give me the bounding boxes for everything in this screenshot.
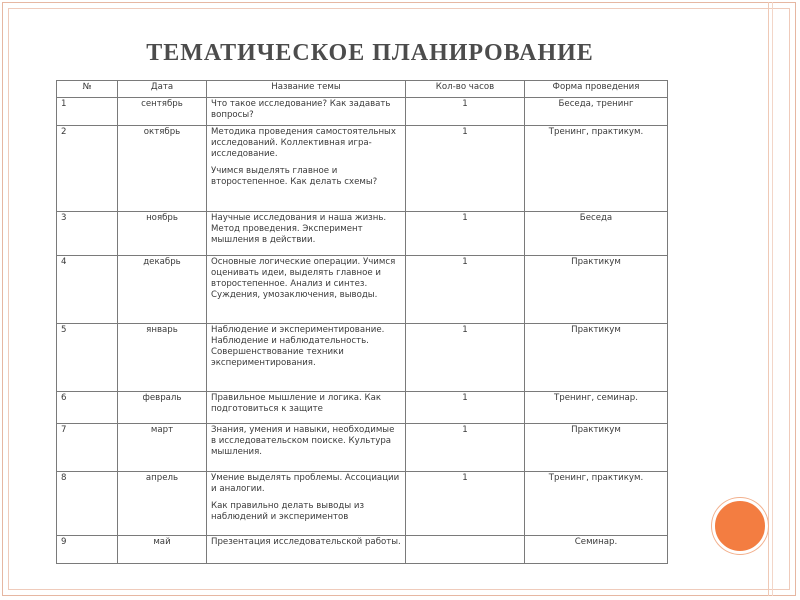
- topic-text: Как правильно делать выводы из наблюдений и экспериментов: [211, 501, 365, 522]
- row-hours: 1: [406, 126, 525, 212]
- row-topic: [207, 324, 406, 392]
- decorative-vertical-line: [768, 2, 769, 596]
- topic-text: Научные исследования и наша жизнь. Метод проведения. Эксперимент мышления в действии.: [211, 213, 387, 245]
- row-topic: [207, 256, 406, 324]
- row-number: 2: [57, 126, 118, 212]
- header-form: Форма проведения: [525, 81, 668, 98]
- decorative-vertical-line-2: [772, 2, 773, 596]
- row-number: 6: [57, 392, 118, 424]
- header-date: Дата: [118, 81, 207, 98]
- planning-table: [56, 80, 668, 564]
- topic-text: Методика проведения самостоятельных исследований. Коллективная игра-исследование.: [211, 127, 396, 159]
- topic-text: Знания, умения и навыки, необходимые в исследовательском поиске. Культура мышления.: [211, 425, 395, 457]
- row-month: март: [118, 424, 207, 472]
- row-form: Семинар.: [525, 536, 668, 564]
- table-row: [57, 324, 668, 392]
- table-row: [57, 126, 668, 212]
- row-form: Практикум: [525, 424, 668, 472]
- header-number: №: [57, 81, 118, 98]
- topic-text: Презентация исследовательской работы.: [211, 537, 401, 547]
- row-topic: [207, 472, 406, 536]
- row-topic: [207, 536, 406, 564]
- table-row: [57, 536, 668, 564]
- row-hours: 1: [406, 256, 525, 324]
- topic-text: Что такое исследование? Как задавать вопросы?: [211, 99, 391, 120]
- table-row: [57, 472, 668, 536]
- row-topic: [207, 392, 406, 424]
- row-hours: 1: [406, 392, 525, 424]
- table-row: [57, 392, 668, 424]
- table-row: [57, 98, 668, 126]
- table-row: [57, 424, 668, 472]
- page-title: ТЕМАТИЧЕСКОЕ ПЛАНИРОВАНИЕ: [146, 40, 594, 66]
- row-hours: 1: [406, 424, 525, 472]
- row-form: Тренинг, семинар.: [525, 392, 668, 424]
- row-number: 1: [57, 98, 118, 126]
- topic-text: Правильное мышление и логика. Как подготовиться к защите: [211, 393, 382, 414]
- topic-text: Основные логические операции. Учимся оценивать идеи, выделять главное и второстепенное. Анализ и синтез. Суждения, умозаключения, выводы.: [211, 257, 396, 300]
- row-month: апрель: [118, 472, 207, 536]
- row-form: Практикум: [525, 256, 668, 324]
- topic-text: Учимся выделять главное и второстепенное. Как делать схемы?: [211, 166, 378, 187]
- row-number: 4: [57, 256, 118, 324]
- row-form: Тренинг, практикум.: [525, 472, 668, 536]
- row-form: Тренинг, практикум.: [525, 126, 668, 212]
- row-topic: [207, 212, 406, 256]
- row-number: 3: [57, 212, 118, 256]
- row-hours: 1: [406, 98, 525, 126]
- row-number: 8: [57, 472, 118, 536]
- topic-text: Умение выделять проблемы. Ассоциации и аналогии.: [211, 473, 400, 494]
- row-month: январь: [118, 324, 207, 392]
- row-form: Беседа, тренинг: [525, 98, 668, 126]
- row-hours: 1: [406, 472, 525, 536]
- row-month: ноябрь: [118, 212, 207, 256]
- row-topic: [207, 424, 406, 472]
- orange-circle-decoration: [712, 498, 768, 554]
- header-topic: Название темы: [207, 81, 406, 98]
- row-month: февраль: [118, 392, 207, 424]
- row-month: сентябрь: [118, 98, 207, 126]
- row-topic: [207, 126, 406, 212]
- row-hours: 1: [406, 212, 525, 256]
- row-form: Практикум: [525, 324, 668, 392]
- header-hours: Кол-во часов: [406, 81, 525, 98]
- row-month: декабрь: [118, 256, 207, 324]
- row-month: октябрь: [118, 126, 207, 212]
- table-row: [57, 212, 668, 256]
- row-number: 7: [57, 424, 118, 472]
- table-row: [57, 256, 668, 324]
- row-number: 5: [57, 324, 118, 392]
- table-header-row: [57, 81, 668, 98]
- row-number: 9: [57, 536, 118, 564]
- table-body: [57, 98, 668, 564]
- row-form: Беседа: [525, 212, 668, 256]
- row-hours: [406, 536, 525, 564]
- row-topic: [207, 98, 406, 126]
- topic-text: Наблюдение и экспериментирование. Наблюдение и наблюдательность. Совершенствование техники экспериментирования.: [211, 325, 385, 368]
- row-month: май: [118, 536, 207, 564]
- row-hours: 1: [406, 324, 525, 392]
